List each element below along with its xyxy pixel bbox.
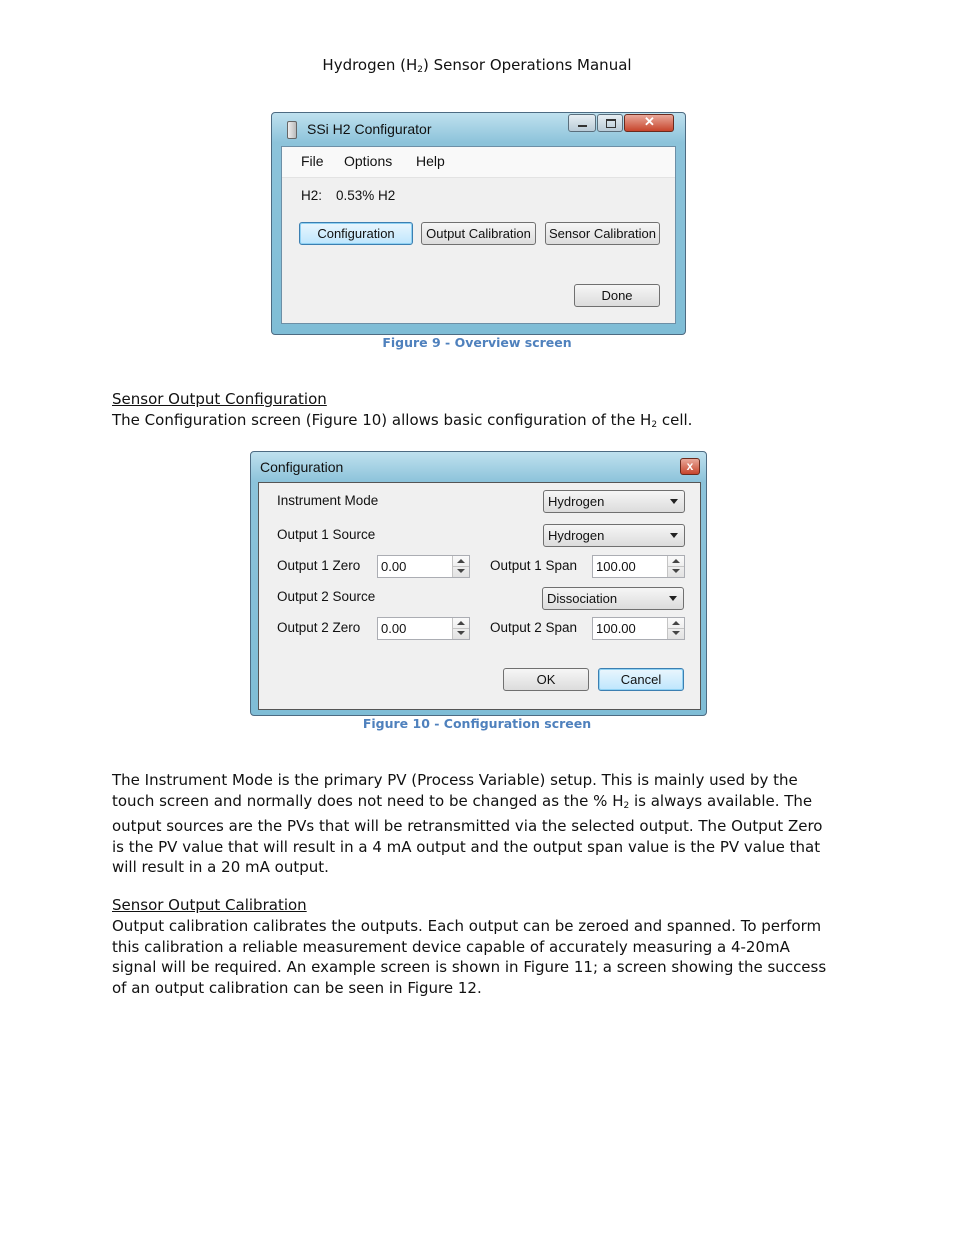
h2-label: H2: [301,188,323,203]
h2-reading: 0.53% H2 [336,188,396,203]
window-client-area [281,146,676,324]
section-heading-output-calibration: Sensor Output Calibration [112,896,307,914]
dialog-client-area [258,482,701,710]
output-calibration-paragraph: Output calibration calibrates the outputs. Each output can be zeroed and spanned. To perform this calibration a reliable measurement device capable of accurately measuring a 4-20mA signal will be required. An example screen is shown in Figure 11; a screen showing the success of an output calibration can be seen in Figure 12. [112,917,827,997]
output1-span-label: Output 1 Span [490,558,578,573]
section1-text: The Configuration screen (Figure 10) allows basic configuration of the $H_2$ cell. [112,411,693,430]
output2-span-label: Output 2 Span [490,620,578,635]
dialog-close-icon[interactable]: x [680,458,700,475]
menu-bar [282,147,675,178]
h2-configurator-window [271,112,686,335]
ok-button[interactable]: OK [503,668,589,691]
close-icon[interactable]: ✕ [624,114,674,132]
dialog-title: Configuration [260,459,344,475]
output1-source-select[interactable]: Hydrogen [543,524,685,547]
output2-zero-stepper[interactable]: 0.00 [377,617,470,640]
output2-span-stepper[interactable]: 100.00 [592,617,685,640]
app-icon [287,121,297,139]
dialog-titlebar [251,452,706,484]
chevron-down-icon [670,499,678,504]
instrument-mode-paragraph: The Instrument Mode is the primary PV (Process Variable) setup. This is mainly used by the touch screen and normally does not need to be changed as the % $H_2$ is always available. The output sources are the PVs that will be retransmitted via the selected output. The Output Zero is the PV value that will result in a 4 mA output and the output span value is the PV value that will result in a 20 mA output. [112,771,823,877]
menu-file[interactable]: File [301,153,324,169]
spin-up-icon[interactable] [457,559,465,563]
section-heading-output-configuration: Sensor Output Configuration [112,390,327,408]
chevron-down-icon [670,533,678,538]
instrument-mode-select[interactable]: Hydrogen [543,490,685,513]
spin-down-icon[interactable] [672,631,680,635]
minimize-icon[interactable] [568,114,596,132]
output-calibration-button[interactable]: Output Calibration [421,222,536,245]
chevron-down-icon [669,596,677,601]
output1-zero-label: Output 1 Zero [277,558,361,573]
spin-up-icon[interactable] [672,621,680,625]
spin-down-icon[interactable] [457,631,465,635]
window-titlebar [272,113,685,145]
figure9-caption: Figure 9 - Overview screen [382,335,572,350]
spin-up-icon[interactable] [672,559,680,563]
output2-source-label: Output 2 Source [277,589,376,604]
configuration-button[interactable]: Configuration [299,222,413,245]
page-header: Hydrogen $(H_2)$ Sensor Operations Manual [322,56,632,75]
window-title: SSi H2 Configurator [307,121,432,137]
done-button[interactable]: Done [574,284,660,307]
cancel-button[interactable]: Cancel [598,668,684,691]
figure10-caption: Figure 10 - Configuration screen [362,716,592,731]
maximize-icon[interactable] [597,114,623,132]
output1-zero-stepper[interactable]: 0.00 [377,555,470,578]
output1-span-stepper[interactable]: 100.00 [592,555,685,578]
instrument-mode-label: Instrument Mode [277,493,379,508]
menu-help[interactable]: Help [416,153,445,169]
spin-down-icon[interactable] [672,569,680,573]
output1-source-label: Output 1 Source [277,527,376,542]
output2-zero-label: Output 2 Zero [277,620,361,635]
output2-source-select[interactable]: Dissociation [542,587,684,610]
spin-down-icon[interactable] [457,569,465,573]
menu-options[interactable]: Options [344,153,393,169]
configuration-dialog [250,451,707,716]
spin-up-icon[interactable] [457,621,465,625]
sensor-calibration-button[interactable]: Sensor Calibration [545,222,660,245]
